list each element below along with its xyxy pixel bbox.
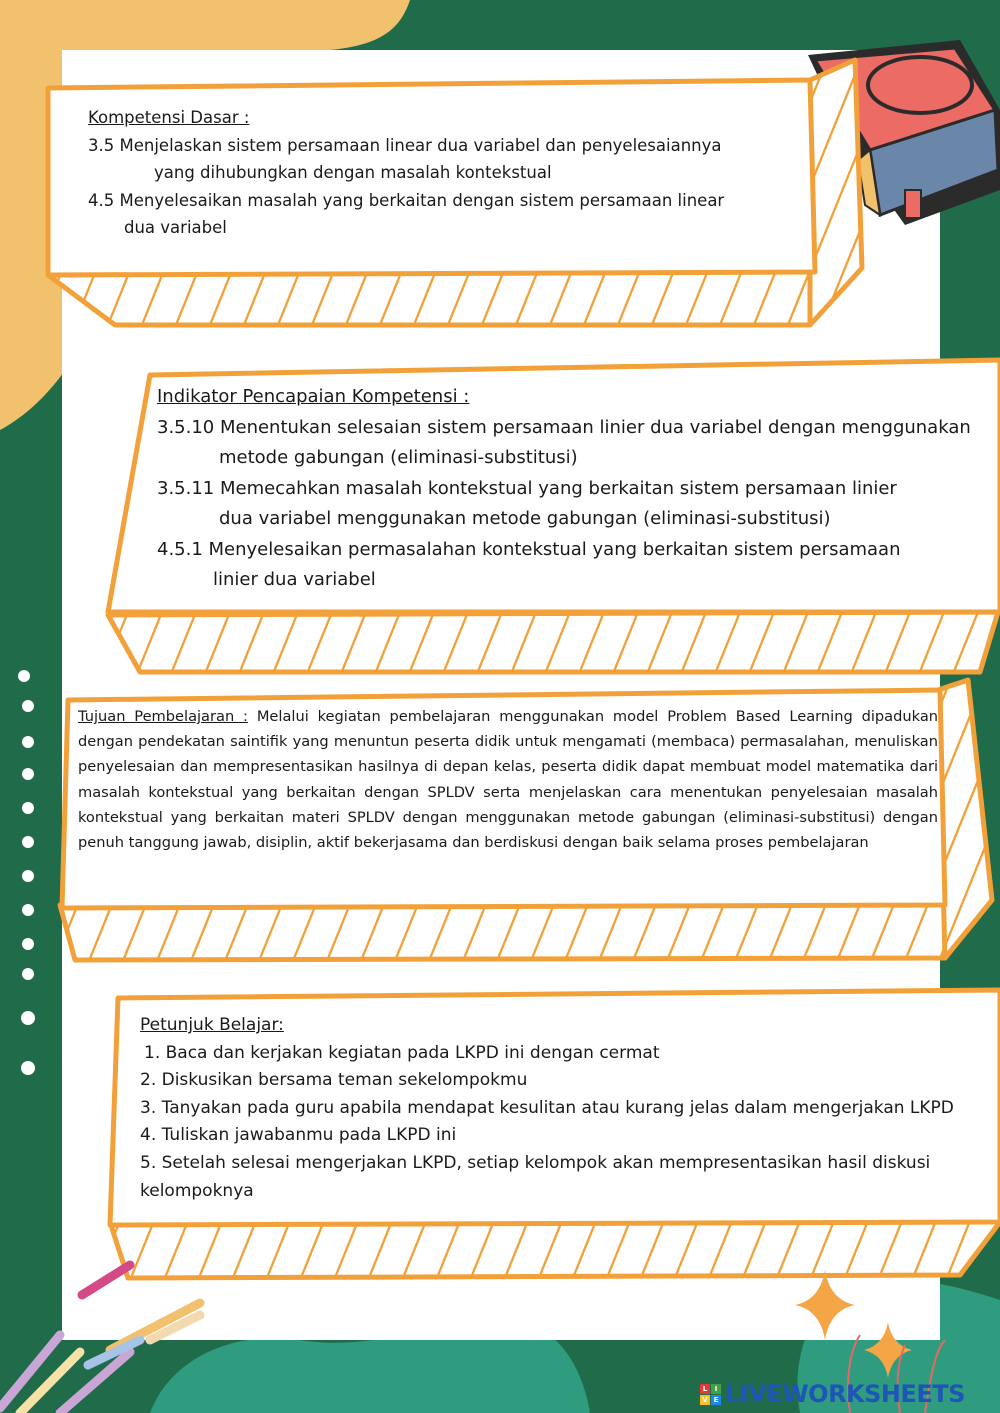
kd-line-4: dua variabel — [124, 218, 227, 237]
tp-text: Melalui kegiatan pembelajaran menggunakan model Problem Based Learning dipadukan dengan pendekatan saintifik yang menuntun peserta didik untuk mengamati (membaca) permasalahan, menuliskan penyelesaian dan mempresentasikan hasilnya di depan kelas, peserta didik dapat membuat model matematika dari masalah kontekstual yang berkaitan dengan SPLDV serta menjelaskan cara menentukan penyelesaian masalah kontekstual yang berkaitan materi SPLDV dengan menggunakan metode gabungan (eliminasi-substitusi) dengan penuh tanggung jawab, disiplin, aktif bekerjasama dan berdiskusi dengan baik selama proses pembelajaran — [78, 708, 939, 852]
pb-line-5: 5. Setelah selesai mengerjakan LKPD, setiap kelompok akan mempresentasikan hasil diskusi — [140, 1152, 931, 1173]
tp-title: Tujuan Pembelajaran : — [78, 708, 248, 725]
pb-line-6: kelompoknya — [140, 1180, 254, 1201]
tp-paragraph — [78, 704, 938, 855]
ipk-line-2: metode gabungan (eliminasi-substitusi) — [219, 447, 578, 468]
logo-letter-e: E — [711, 1395, 721, 1405]
kd-line-2: yang dihubungkan dengan masalah kontekstual — [154, 163, 552, 182]
kompetensi-dasar-section — [88, 104, 768, 242]
pb-line-2: 2. Diskusikan bersama teman sekelompokmu — [140, 1070, 528, 1091]
logo-text: LIVEWORKSHEETS — [725, 1380, 965, 1408]
logo-letter-i: I — [711, 1384, 721, 1394]
liveworksheets-logo[interactable] — [700, 1380, 995, 1408]
logo-mark-icon — [700, 1384, 721, 1405]
pb-title: Petunjuk Belajar: — [140, 1015, 284, 1035]
pb-line-1: 1. Baca dan kerjakan kegiatan pada LKPD ini dengan cermat — [144, 1042, 660, 1063]
indikator-section — [157, 382, 987, 596]
ipk-line-6: linier dua variabel — [213, 569, 376, 590]
petunjuk-section — [140, 1012, 990, 1205]
ipk-line-4: dua variabel menggunakan metode gabungan (eliminasi-substitusi) — [219, 508, 831, 529]
kd-title: Kompetensi Dasar : — [88, 108, 250, 127]
ipk-title: Indikator Pencapaian Kompetensi : — [157, 386, 470, 407]
tujuan-section — [78, 704, 938, 855]
ipk-line-1: 3.5.10 Menentukan selesaian sistem persamaan linier dua variabel dengan menggunakan — [157, 416, 971, 438]
ipk-line-3: 3.5.11 Memecahkan masalah kontekstual yang berkaitan sistem persamaan linier — [157, 477, 897, 499]
kd-line-1: 3.5 Menjelaskan sistem persamaan linear dua variabel dan penyelesaiannya — [88, 135, 722, 155]
ipk-line-5: 4.5.1 Menyelesaikan permasalahan kontekstual yang berkaitan sistem persamaan — [157, 538, 901, 560]
logo-letter-l: L — [700, 1384, 710, 1394]
pb-line-4: 4. Tuliskan jawabanmu pada LKPD ini — [140, 1125, 457, 1146]
kd-line-3: 4.5 Menyelesaikan masalah yang berkaitan dengan sistem persamaan linear — [88, 190, 725, 210]
logo-letter-v: V — [700, 1395, 710, 1405]
pb-line-3: 3. Tanyakan pada guru apabila mendapat kesulitan atau kurang jelas dalam mengerjakan LKPD — [140, 1097, 954, 1118]
